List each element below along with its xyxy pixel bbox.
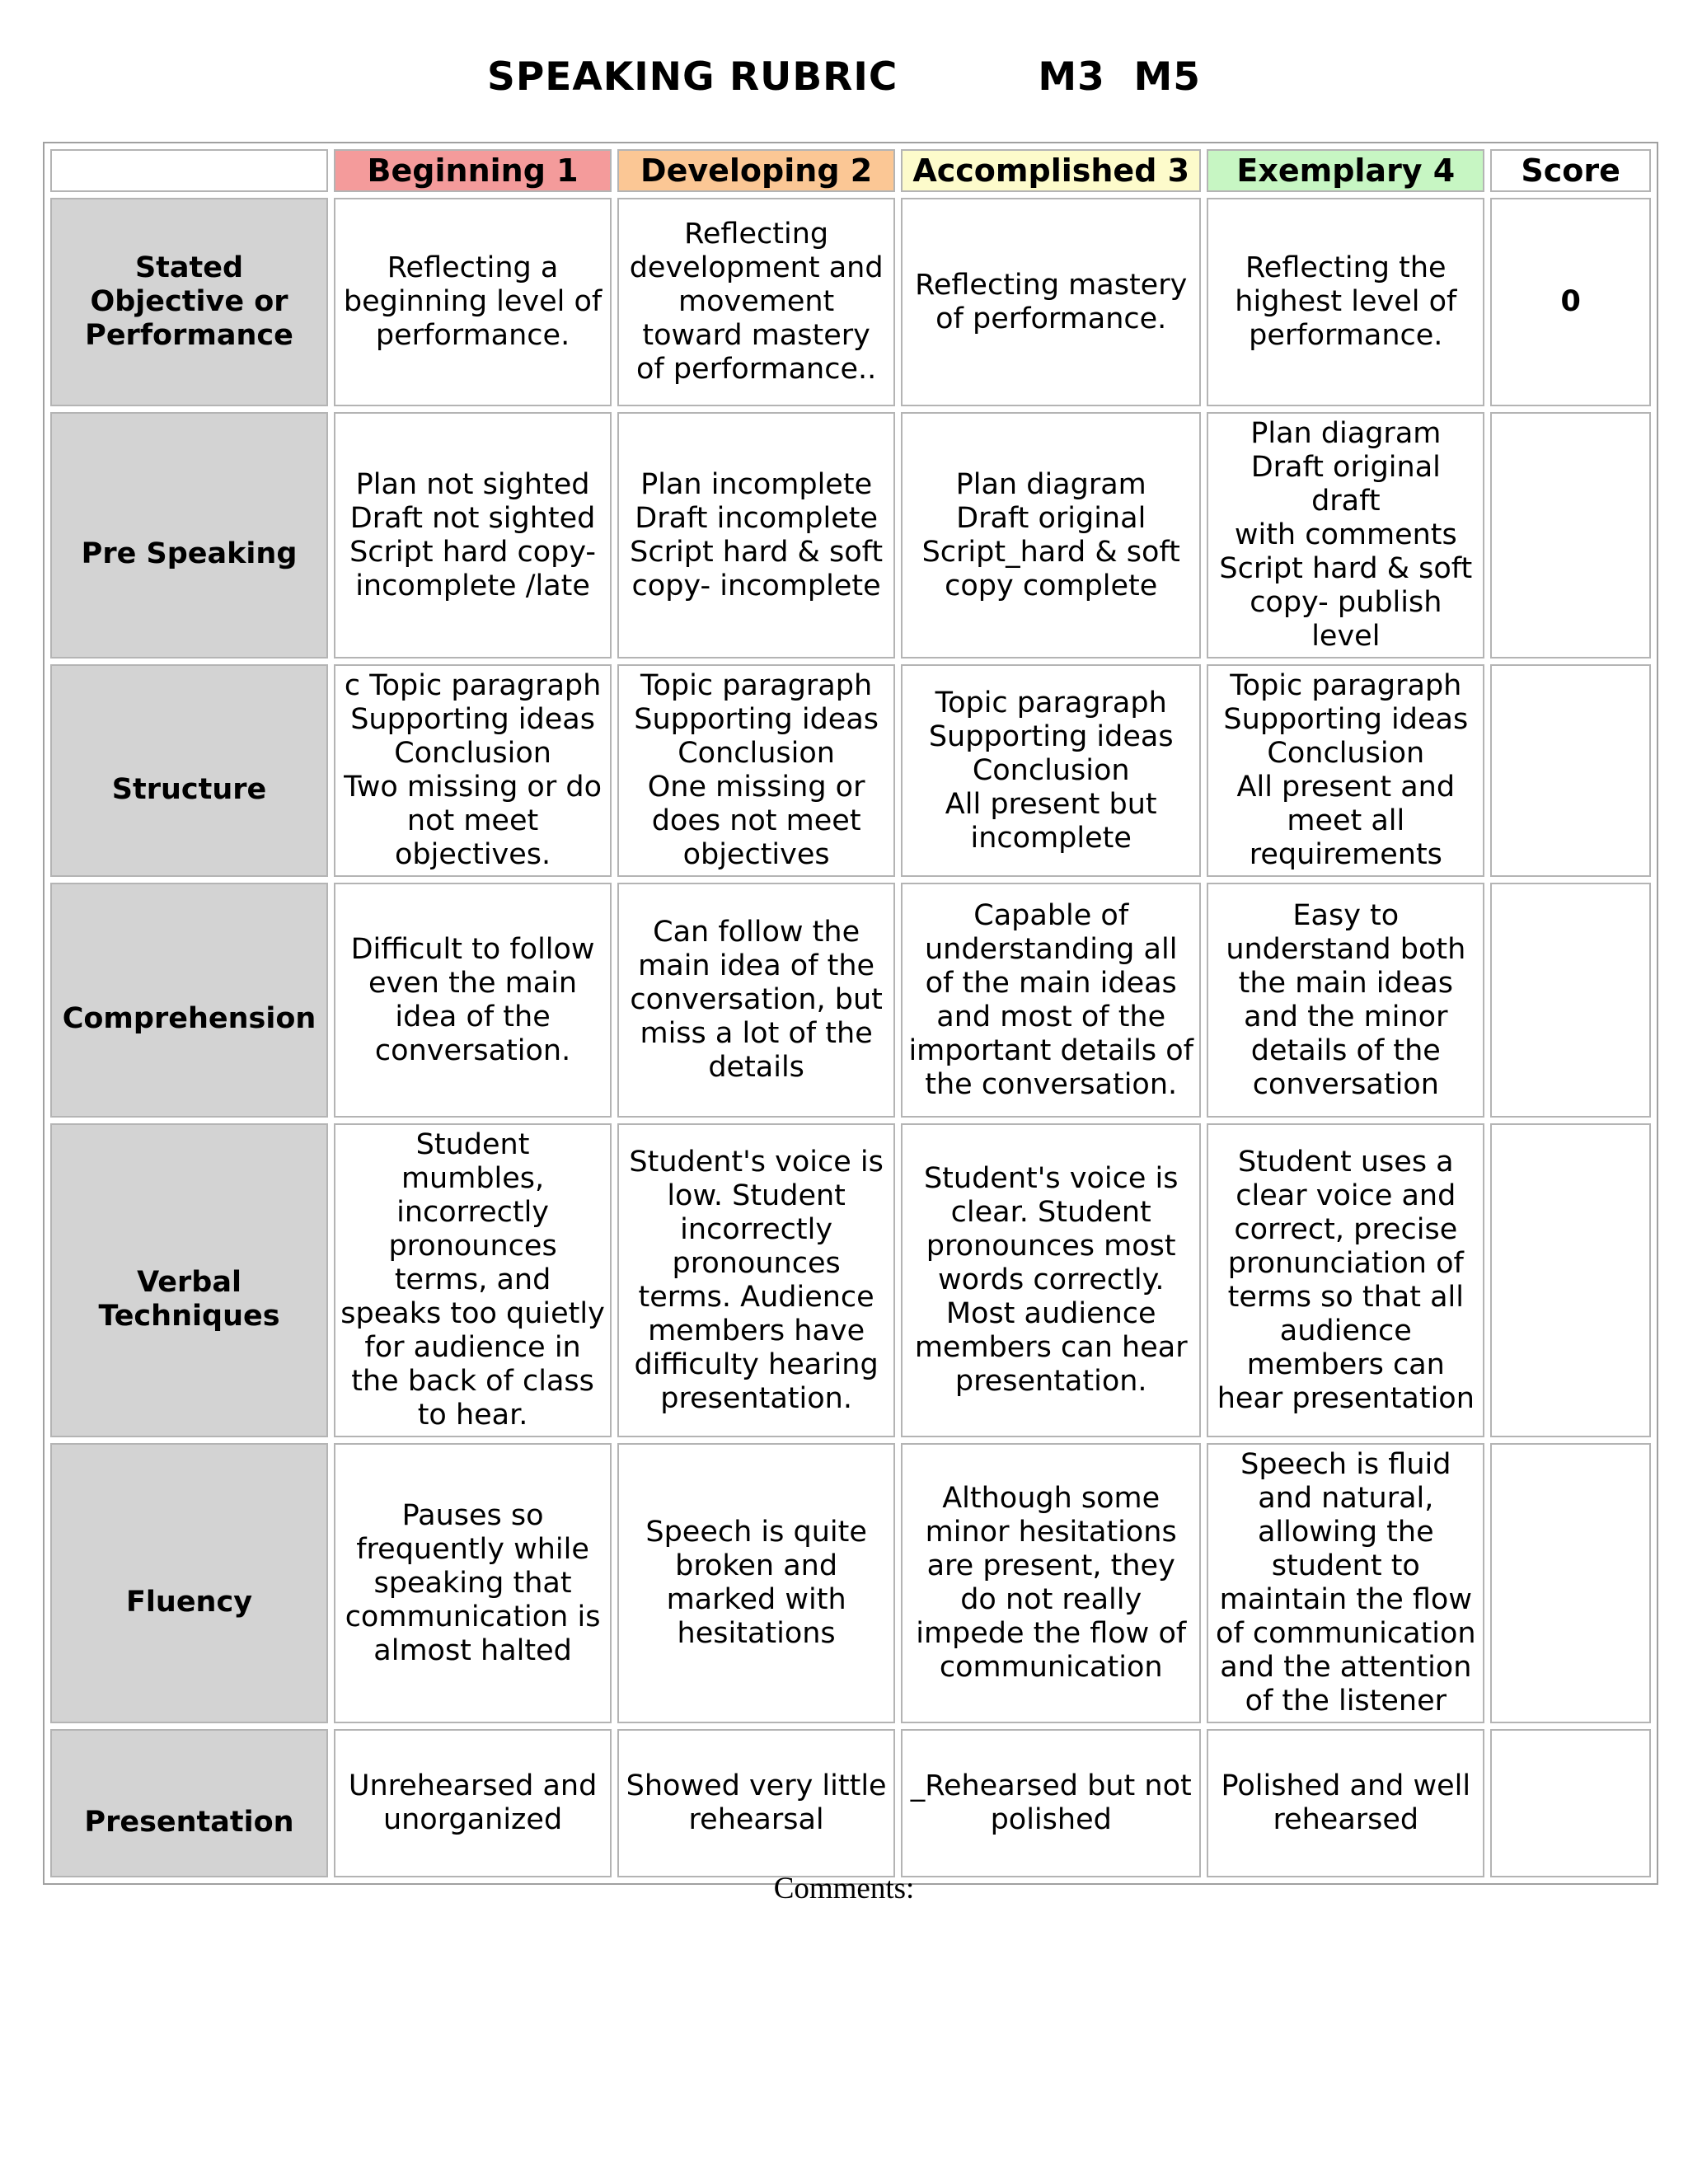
cell-exemplary: Student uses a clear voice and correct, precise pronunciation of terms so that all audience members can hear presentation: [1207, 1123, 1484, 1437]
cell-exemplary: Polished and well rehearsed: [1207, 1729, 1484, 1877]
cell-accomplished: Although some minor hesitations are present, they do not really impede the flow of communication: [901, 1443, 1201, 1723]
criterion-pre-speaking: Pre Speaking: [50, 412, 328, 658]
score-cell[interactable]: [1490, 1123, 1651, 1437]
cell-line: Script hard & soft: [1219, 552, 1473, 585]
cell-line: Plan incomplete: [640, 467, 873, 501]
criterion-structure: Structure: [50, 664, 328, 877]
cell-accomplished: Reflecting mastery of performance.: [901, 198, 1201, 406]
page-title: [0, 54, 1688, 100]
cell-exemplary: Reflecting the highest level of performance.: [1207, 198, 1484, 406]
header-exemplary: Exemplary 4: [1207, 149, 1484, 192]
rubric-row-pre-speaking: [50, 412, 1651, 658]
header-beginning: Beginning 1: [334, 149, 612, 192]
cell-line: copy- publish level: [1250, 586, 1442, 653]
cell-exemplary: Speech is fluid and natural, allowing the student to maintain the flow of communication and the attention of the listener: [1207, 1443, 1484, 1723]
header-developing: Developing 2: [617, 149, 895, 192]
cell-line: Topic paragraph: [640, 669, 873, 702]
cell-beginning: [334, 664, 612, 877]
level-labels: M3 M5: [1038, 54, 1201, 100]
score-cell[interactable]: [1490, 1443, 1651, 1723]
cell-line: incomplete /late: [355, 569, 590, 602]
cell-line: One missing or does not meet objectives: [647, 771, 865, 871]
cell-line: Plan not sighted: [355, 467, 590, 501]
cell-line: Script hard copy-: [349, 535, 597, 569]
score-cell[interactable]: [1490, 883, 1651, 1118]
cell-developing: Can follow the main idea of the conversation, but miss a lot of the details: [617, 883, 895, 1118]
cell-accomplished: [901, 412, 1201, 658]
cell-beginning: Pauses so frequently while speaking that communication is almost halted: [334, 1443, 612, 1723]
cell-accomplished: _Rehearsed but not polished: [901, 1729, 1201, 1877]
cell-line: Conclusion: [394, 737, 551, 770]
cell-line: Supporting ideas: [1223, 703, 1469, 736]
cell-line: Supporting ideas: [350, 703, 595, 736]
cell-beginning: Student mumbles, incorrectly pronounces terms, and speaks too quietly for audience in the back of class to hear.: [334, 1123, 612, 1437]
cell-line: with comments: [1234, 518, 1457, 551]
header-row: [50, 149, 1651, 192]
cell-line: Two missing or do not meet objectives.: [344, 771, 602, 871]
cell-line: copy complete: [945, 569, 1158, 602]
cell-line: copy- incomplete: [631, 569, 881, 602]
cell-line: Draft incomplete: [635, 501, 878, 535]
criterion-comprehension: Comprehension: [50, 883, 328, 1118]
cell-exemplary: [1207, 664, 1484, 877]
score-cell[interactable]: [1490, 1729, 1651, 1877]
cell-exemplary: Easy to understand both the main ideas and the minor details of the conversation: [1207, 883, 1484, 1118]
cell-beginning: Difficult to follow even the main idea of the conversation.: [334, 883, 612, 1118]
header-score: Score: [1490, 149, 1651, 192]
cell-line: Plan diagram: [1250, 417, 1442, 450]
rubric-row-presentation: [50, 1729, 1651, 1877]
rubric-row-comprehension: [50, 883, 1651, 1118]
rubric-title: SPEAKING RUBRIC: [487, 54, 898, 100]
criterion-fluency: Fluency: [50, 1443, 328, 1723]
score-cell[interactable]: 0: [1490, 198, 1651, 406]
cell-beginning: Reflecting a beginning level of performance.: [334, 198, 612, 406]
rubric-row-structure: [50, 664, 1651, 877]
score-cell[interactable]: [1490, 412, 1651, 658]
cell-line: c Topic paragraph: [344, 669, 602, 702]
header-accomplished: Accomplished 3: [901, 149, 1201, 192]
cell-line: Conclusion: [678, 737, 835, 770]
cell-line: Draft original: [956, 501, 1146, 535]
cell-exemplary: [1207, 412, 1484, 658]
rubric-row-stated-objective: [50, 198, 1651, 406]
cell-line: Supporting ideas: [634, 703, 879, 736]
cell-line: Draft not sighted: [349, 501, 596, 535]
criterion-presentation: Presentation: [50, 1729, 328, 1877]
cell-accomplished: [901, 664, 1201, 877]
cell-line: All present but incomplete: [945, 787, 1157, 855]
cell-developing: Student's voice is low. Student incorrectly pronounces terms. Audience members have difficulty hearing presentation.: [617, 1123, 895, 1437]
cell-developing: [617, 412, 895, 658]
cell-line: Topic paragraph: [935, 686, 1167, 719]
cell-developing: Showed very little rehearsal: [617, 1729, 895, 1877]
cell-line: Script hard & soft: [630, 535, 884, 569]
cell-developing: Reflecting development and movement toward mastery of performance..: [617, 198, 895, 406]
cell-line: All present and meet all requirements: [1236, 771, 1456, 871]
cell-line: Plan diagram: [955, 467, 1146, 501]
rubric-row-verbal-techniques: [50, 1123, 1651, 1437]
header-blank-cell: [50, 149, 328, 192]
cell-developing: Speech is quite broken and marked with hesitations: [617, 1443, 895, 1723]
criterion-stated-objective: Stated Objective or Performance: [50, 198, 328, 406]
score-cell[interactable]: [1490, 664, 1651, 877]
cell-line: Script_hard & soft: [921, 535, 1180, 569]
rubric-row-fluency: [50, 1443, 1651, 1723]
cell-line: Topic paragraph: [1230, 669, 1462, 702]
speaking-rubric-table: [43, 142, 1658, 1885]
cell-accomplished: Capable of understanding all of the main ideas and most of the important details of the conversation.: [901, 883, 1201, 1118]
comments-label: Comments:: [773, 1872, 915, 1905]
cell-line: Draft original draft: [1250, 451, 1441, 518]
cell-line: Conclusion: [1267, 737, 1425, 770]
cell-beginning: [334, 412, 612, 658]
cell-accomplished: Student's voice is clear. Student pronounces most words correctly. Most audience members can hear presentation.: [901, 1123, 1201, 1437]
cell-line: Conclusion: [972, 753, 1130, 787]
cell-line: Supporting ideas: [928, 719, 1174, 753]
criterion-verbal-techniques: Verbal Techniques: [50, 1123, 328, 1437]
cell-beginning: Unrehearsed and unorganized: [334, 1729, 612, 1877]
cell-developing: [617, 664, 895, 877]
